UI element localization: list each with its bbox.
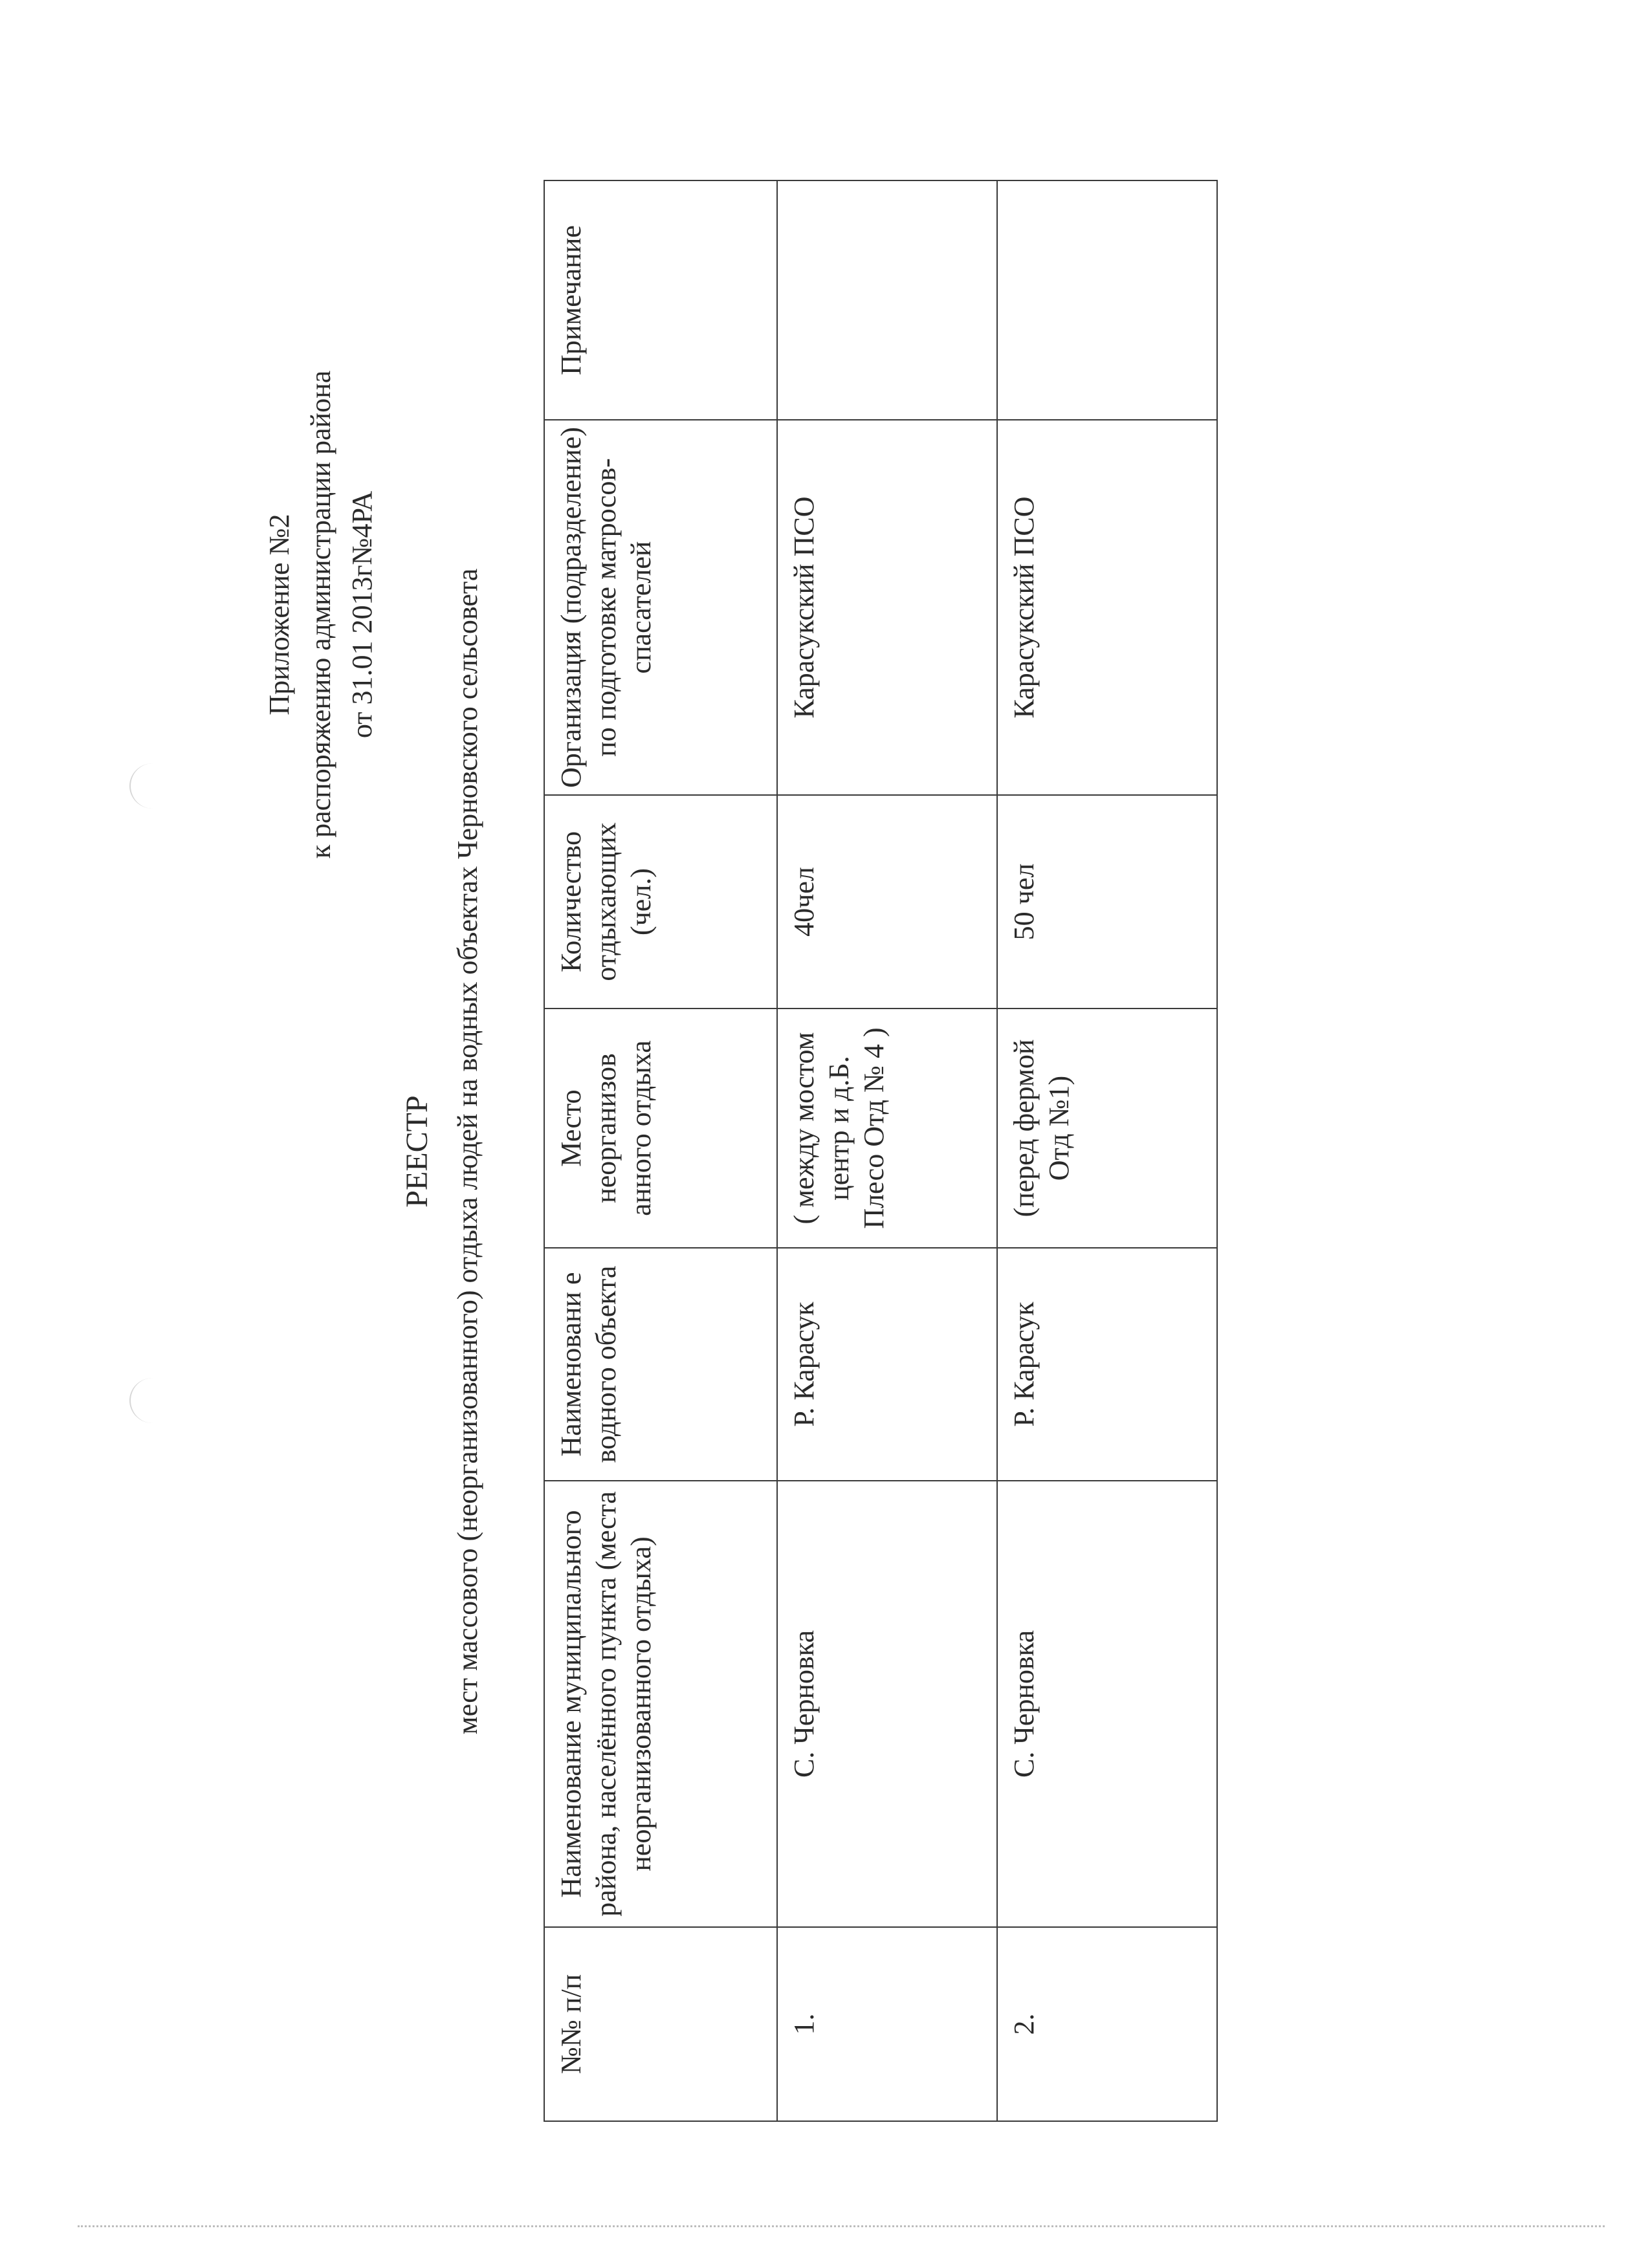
cell-organization: Карасукский ПСО [777,420,997,795]
rotated-sheet [259,168,1294,2135]
table-row [777,180,997,2121]
cell-note [777,180,997,420]
header-settlement: Наименование муниципального района, населённого пункта (места неорганизованного отдыха) [544,1481,777,1927]
cell-rest-place: (перед фермой Отд №1) [997,1009,1217,1248]
header-number: №№ п/п [544,1927,777,2121]
appendix-block [259,194,383,1035]
cell-organization: Карасукский ПСО [997,420,1217,795]
cell-people-count: 40чел [777,795,997,1009]
header-rest-place: Место неорганизов анного отдыха [544,1009,777,1248]
registry-table [544,180,1218,2122]
appendix-number: Приложение №2 [263,514,295,715]
appendix-reference: к распоряжению администрации района [305,370,336,859]
scan-edge-line [78,2225,1605,2227]
cell-rest-place: ( между мостом центр и д.Б. Плесо Отд № 4 ) [777,1009,997,1248]
document-title: РЕЕСТР [400,1095,434,1208]
cell-number: 1. [777,1927,997,2121]
table-header-row [544,180,777,2121]
cell-note [997,180,1217,420]
header-note: Примечание [544,180,777,420]
cell-people-count: 50 чел [997,795,1217,1009]
cell-water-body: Р. Карасук [777,1248,997,1481]
table-row [997,180,1217,2121]
header-people-count: Количество отдыхающих (чел.) [544,795,777,1009]
header-water-body: Наименовани е водного объекта [544,1248,777,1481]
appendix-date: от 31.01 2013г№4РА [346,490,378,739]
cell-number: 2. [997,1927,1217,2121]
header-organization: Организация (подразделение) по подготовке матросов-спасателей [544,420,777,795]
cell-water-body: Р. Карасук [997,1248,1217,1481]
punch-hole-mark [129,763,176,809]
cell-settlement: С. Черновка [777,1481,997,1927]
punch-hole-mark [129,1378,176,1423]
document-subtitle: мест массового (неорганизованного) отдыха людей на водных объектах Черновского сельсовета [452,568,483,1735]
cell-settlement: С. Черновка [997,1481,1217,1927]
